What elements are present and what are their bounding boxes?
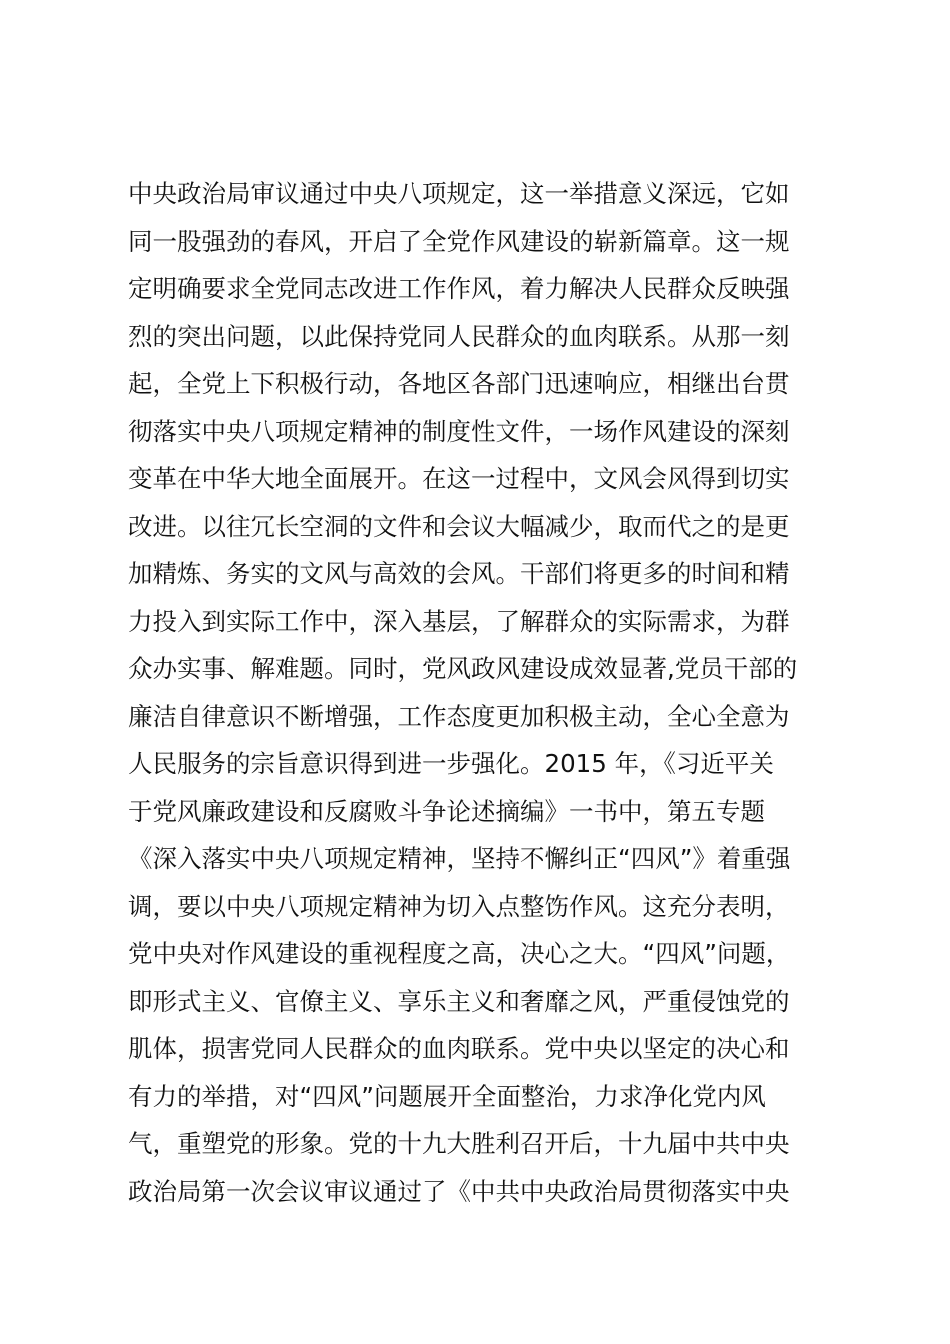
paragraph-line: 即形式主义、官僚主义、享乐主义和奢靡之风，严重侵蚀党的 (128, 986, 790, 1016)
paragraph-line: 《深入落实中央八项规定精神，坚持不懈纠正“四风”》着重强 (128, 844, 791, 873)
paragraph-line: 加精炼、务实的文风与高效的会风。干部们将更多的时间和精 (128, 559, 790, 588)
paragraph-line: 调，要以中央八项规定精神为切入点整饬作风。这充分表明， (128, 891, 790, 921)
paragraph-line: 于党风廉政建设和反腐败斗争论述摘编》一书中，第五专题 (128, 796, 765, 826)
paragraph-line: 人民服务的宗旨意识得到进一步强化。2015 年，《习近平关 (128, 749, 774, 778)
paragraph-line: 烈的突出问题，以此保持党同人民群众的血肉联系。从那一刻 (128, 321, 790, 351)
paragraph-line: 中央政治局审议通过中央八项规定，这一举措意义深远，它如 (128, 179, 790, 208)
paragraph-line: 彻落实中央八项规定精神的制度性文件，一场作风建设的深刻 (128, 416, 790, 446)
paragraph-line: 党中央对作风建设的重视程度之高，决心之大。“四风”问题， (128, 939, 791, 968)
paragraph-line: 有力的举措，对“四风”问题展开全面整治，力求净化党内风 (128, 1081, 766, 1111)
paragraph-line: 肌体，损害党同人民群众的血肉联系。党中央以坚定的决心和 (128, 1034, 790, 1063)
paragraph-line: 定明确要求全党同志改进工作作风，着力解决人民群众反映强 (128, 274, 790, 303)
paragraph-line: 起，全党上下积极行动，各地区各部门迅速响应，相继出台贯 (128, 369, 790, 398)
paragraph-line: 同一股强劲的春风，开启了全党作风建设的崭新篇章。这一规 (128, 226, 790, 256)
paragraph-line: 廉洁自律意识不断增强，工作态度更加积极主动，全心全意为 (128, 701, 790, 731)
paragraph-line: 政治局第一次会议审议通过了《中共中央政治局贯彻落实中央 (128, 1176, 790, 1206)
paragraph-line: 气，重塑党的形象。党的十九大胜利召开后，十九届中共中央 (128, 1129, 790, 1158)
paragraph-line: 众办实事、解难题。同时，党风政风建设成效显著,党员干部的 (128, 654, 798, 683)
paragraph-line: 改进。以往冗长空洞的文件和会议大幅减少，取而代之的是更 (128, 511, 790, 541)
body-paragraph (128, 170, 828, 1215)
paragraph-line: 变革在中华大地全面展开。在这一过程中，文风会风得到切实 (128, 464, 790, 493)
paragraph-line: 力投入到实际工作中，深入基层，了解群众的实际需求，为群 (128, 606, 790, 636)
